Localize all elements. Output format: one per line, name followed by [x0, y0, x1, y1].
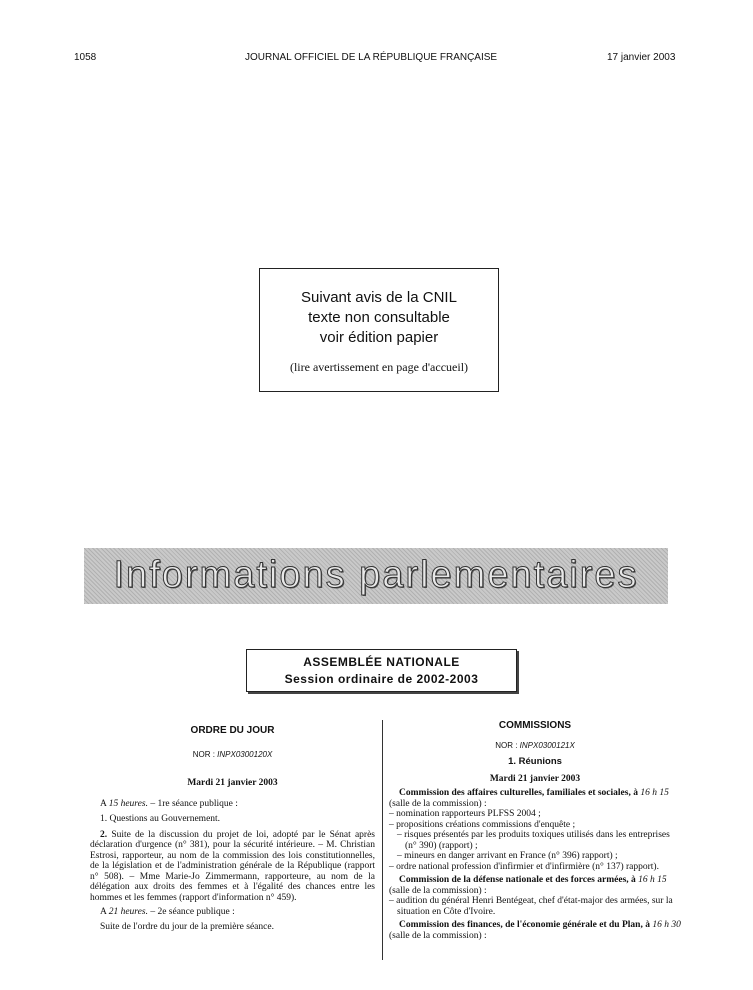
agenda-nor	[90, 750, 375, 761]
commission-3-title: Commission des finances, de l'économie générale et du Plan, à	[399, 920, 650, 930]
commission-1-item: – nomination rapporteurs PLFSS 2004 ;	[389, 809, 541, 819]
cnil-note: (lire avertissement en page d'accueil)	[289, 360, 469, 374]
item-2-number: 2.	[100, 829, 108, 840]
cnil-line-2: texte non consultable	[308, 309, 450, 326]
agenda-item-1: 1. Questions au Gouvernement.	[100, 814, 221, 824]
commissions-heading: COMMISSIONS	[498, 720, 572, 731]
right-column	[389, 721, 681, 941]
commission-3	[389, 920, 681, 941]
commission-1-place: (salle de la commission) :	[389, 798, 487, 809]
section-banner	[84, 548, 668, 604]
cnil-line-1: Suivant avis de la CNIL	[301, 289, 457, 306]
commission-2-item: – audition du général Henri Bentégeat, chef d'état-major des armées, sur la situation en Côte d'Ivoire.	[389, 896, 673, 917]
commission-1-item: – ordre national profession d'infirmier et d'infirmière (n° 137) rapport).	[389, 861, 659, 872]
commission-2-place: (salle de la commission) :	[389, 885, 487, 896]
seance-2-prefix: A	[100, 907, 107, 917]
commission-1-title: Commission des affaires culturelles, familiales et sociales, à	[399, 788, 638, 798]
assembly-box	[246, 649, 517, 692]
assembly-session: Session ordinaire de 2002-2003	[284, 672, 479, 686]
page-number: 1058	[74, 52, 97, 63]
seance-1	[90, 799, 375, 810]
commission-1-item: – propositions créations commissions d'enquête ;	[389, 819, 576, 830]
agenda-heading: ORDRE DU JOUR	[190, 725, 275, 736]
nor-label: NOR :	[192, 749, 215, 759]
banner-title: Informations parlementaires	[113, 554, 639, 596]
commission-3-time: 16 h 30	[652, 920, 681, 930]
commission-3-place: (salle de la commission) :	[389, 930, 487, 941]
commissions-nor	[389, 741, 681, 752]
section-reunions: 1. Réunions	[508, 756, 562, 767]
agenda-date: Mardi 21 janvier 2003	[187, 778, 278, 788]
nor-code: INPX0300121X	[519, 740, 575, 750]
commission-2	[389, 875, 681, 896]
item-2-text: Suite de la discussion du projet de loi, adopté par le Sénat après déclaration d'urgence (n° 381), pour la sécurité intérieure. – M. Christian Estrosi, rapporteur, au nom de la commission des lois constitutionnelles, de la législation et de l'administration générale de la République (rapport n° 508). – Mme Marie-Jo Zimmermann, rapporteure, au nom de la délégation aux droits des femmes et à l'égalité des chances entre les hommes et les femmes (rapport d'information n° 459).	[90, 829, 375, 903]
commission-2-title: Commission de la défense nationale et des forces armées, à	[399, 875, 636, 885]
seance-1-time: 15 heures.	[108, 798, 148, 809]
seance-1-suffix: – 1re séance publique :	[150, 798, 238, 809]
agenda-item-2	[90, 830, 375, 904]
seance-2-text: Suite de l'ordre du jour de la première séance.	[100, 921, 274, 932]
commission-2-time: 16 h 15	[638, 875, 667, 885]
seance-2	[90, 907, 375, 918]
cnil-line-3: voir édition papier	[319, 329, 439, 346]
journal-title: JOURNAL OFFICIEL DE LA RÉPUBLIQUE FRANÇAISE	[245, 52, 498, 63]
page-date: 17 janvier 2003	[607, 52, 676, 63]
seance-2-time: 21 heures.	[108, 907, 148, 917]
commission-1-subitem: – mineurs en danger arrivant en France (n° 396) rapport) ;	[397, 851, 618, 861]
commissions-date: Mardi 21 janvier 2003	[489, 773, 581, 784]
commission-1-subitem: – risques présentés par les produits toxiques utilisés dans les entreprises (n° 390) (rapport) ;	[397, 830, 670, 851]
column-divider	[382, 720, 383, 960]
assembly-name: ASSEMBLÉE NATIONALE	[303, 655, 460, 669]
commission-1-time: 16 h 15	[640, 788, 669, 798]
seance-2-suffix: – 2e séance publique :	[150, 907, 235, 917]
commission-1	[389, 788, 681, 809]
cnil-notice-box	[259, 268, 499, 392]
nor-code: INPX0300120X	[217, 749, 273, 759]
left-column	[90, 726, 375, 932]
nor-label: NOR :	[495, 740, 518, 750]
seance-1-prefix: A	[100, 798, 107, 809]
